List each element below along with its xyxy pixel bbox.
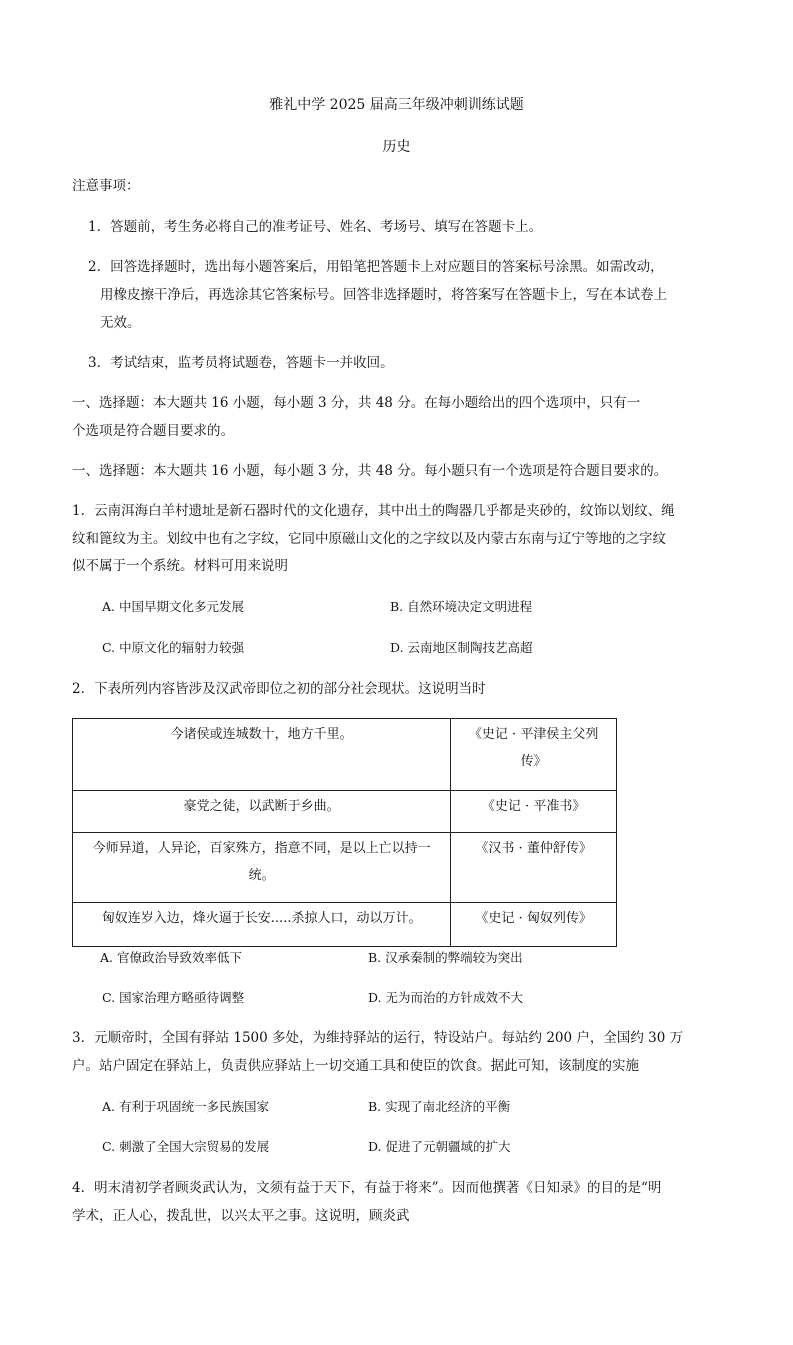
table-cell-content	[73, 903, 451, 947]
cell-text: 《史记 · 匈奴列传》	[475, 911, 592, 926]
cell-text: 今师异道，人异论，百家殊方，指意不同，是以上亡以持一	[92, 841, 431, 856]
table-cell-content	[73, 719, 451, 791]
q1-stem-line-1: 1．云南洱海白羊村遗址是新石器时代的文化遗存，其中出土的陶器几乎都是夹砂的，纹饰以划纹、绳	[72, 503, 675, 519]
section-heading-b: 一、选择题：本大题共 16 小题，每小题 3 分，共 48 分。每小题只有一个选项是符合题目要求的。	[72, 463, 668, 479]
table-row	[73, 903, 617, 947]
section-heading-a-line-1: 一、选择题：本大题共 16 小题，每小题 3 分，共 48 分。在每小题给出的四个选项中，只有一	[72, 395, 641, 411]
notice-item-1: 1．答题前，考生务必将自己的准考证号、姓名、考场号、填写在答题卡上。	[88, 219, 543, 235]
q2-option-c[interactable]: C. 国家治理方略亟待调整	[102, 990, 245, 1005]
q2-option-b[interactable]: B. 汉承秦制的弊端较为突出	[368, 950, 523, 965]
table-row	[73, 791, 617, 833]
q1-option-d[interactable]: D. 云南地区制陶技艺高超	[390, 640, 533, 655]
cell-text: 《史记 · 平准书》	[481, 799, 586, 814]
cell-text: 统。	[248, 868, 275, 883]
notice-heading: 注意事项：	[72, 178, 140, 194]
q4-stem-line-1: 4．明末清初学者顾炎武认为，文须有益于天下，有益于将来”。因而他撰著《日知录》的目的是“明	[72, 1180, 662, 1196]
q1-stem-line-2: 纹和篦纹为主。划纹中也有之字纹，它同中原磁山文化的之字纹以及内蒙古东南与辽宁等地的之字纹	[72, 531, 666, 547]
section-heading-a-line-2: 个选项是符合题目要求的。	[72, 423, 234, 439]
q2-option-d[interactable]: D. 无为而治的方针成效不大	[368, 990, 524, 1005]
q1-option-a[interactable]: A. 中国早期文化多元发展	[102, 599, 244, 614]
cell-text: 传》	[520, 754, 547, 769]
q3-option-a[interactable]: A. 有利于巩固统一多民族国家	[102, 1099, 269, 1114]
q1-option-c[interactable]: C. 中原文化的辐射力较强	[102, 640, 245, 655]
q4-stem-line-2: 学术，正人心，拨乱世，以兴太平之事。这说明，顾炎武	[72, 1208, 410, 1224]
table-row	[73, 719, 617, 791]
notice-item-2-line-2: 用橡皮擦干净后，再选涂其它答案标号。回答非选择题时，将答案写在答题卡上，写在本试卷上	[100, 287, 667, 303]
table-cell-source	[451, 791, 617, 833]
cell-text: 豪党之徒，以武断于乡曲。	[183, 799, 340, 814]
exam-title: 雅礼中学 2025 届高三年级冲刺训练试题	[269, 97, 524, 113]
cell-text: 《史记 · 平津侯主父列	[468, 727, 599, 742]
cell-text: 匈奴连岁入边，烽火逼于长安.....杀掠人口，动以万计。	[101, 911, 422, 926]
q3-option-c[interactable]: C. 刺激了全国大宗贸易的发展	[102, 1139, 270, 1154]
q3-stem-line-1: 3．元顺帝时，全国有驿站 1500 多处，为维持驿站的运行，特设站户。每站约 200 户，全国约 30 万	[72, 1030, 684, 1046]
notice-item-2-line-3: 无效。	[100, 315, 141, 331]
table-cell-source	[451, 719, 617, 791]
table-row	[73, 833, 617, 903]
cell-text: 今诸侯或连城数十，地方千里。	[170, 727, 353, 742]
q1-stem-line-3: 似不属于一个系统。材料可用来说明	[72, 558, 288, 574]
table-cell-source	[451, 903, 617, 947]
q2-option-a[interactable]: A. 官僚政治导致效率低下	[100, 950, 242, 965]
table-cell-content	[73, 833, 451, 903]
q3-stem-line-2: 户。站户固定在驿站上，负责供应驿站上一切交通工具和使臣的饮食。据此可知，该制度的实施	[72, 1058, 639, 1074]
cell-text: 《汉书 · 董仲舒传》	[475, 841, 592, 856]
q2-material-table	[72, 718, 617, 947]
q2-stem: 2．下表所列内容皆涉及汉武帝即位之初的部分社会现状。这说明当时	[72, 681, 486, 697]
q3-option-d[interactable]: D. 促进了元朝疆域的扩大	[368, 1139, 511, 1154]
q1-option-b[interactable]: B. 自然环境决定文明进程	[390, 599, 533, 614]
notice-item-3: 3．考试结束，监考员将试题卷，答题卡一并收回。	[88, 355, 394, 371]
table-cell-content	[73, 791, 451, 833]
q3-option-b[interactable]: B. 实现了南北经济的平衡	[368, 1099, 511, 1114]
exam-subject: 历史	[382, 139, 411, 155]
table-cell-source	[451, 833, 617, 903]
notice-item-2-line-1: 2．回答选择题时，选出每小题答案后，用铅笔把答题卡上对应题目的答案标号涂黑。如需改动，	[88, 259, 664, 275]
